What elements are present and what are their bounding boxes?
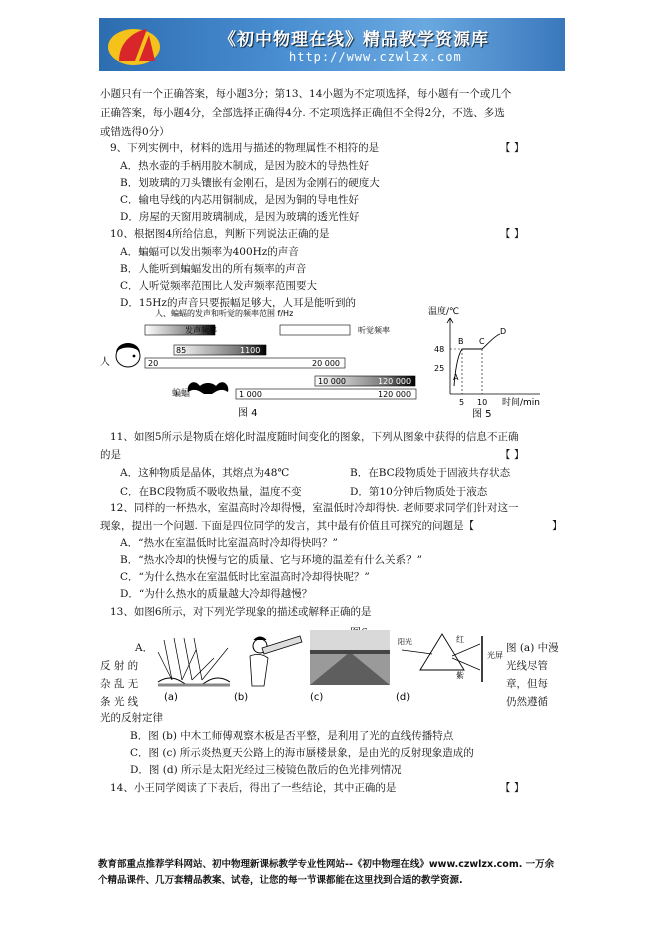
intro-line-1: 小题只有一个正确答案，每小题3分；第13、14小题为不定项选择，每小题有一个或几个 bbox=[100, 88, 512, 100]
q11-option-a: A．这种物质是晶体，其熔点为48℃ bbox=[120, 467, 290, 479]
q9-stem: 9、下列实例中，材料的选用与描述的物理属性不相符的是 bbox=[110, 142, 380, 154]
fig5-point-a: A bbox=[453, 373, 459, 382]
q10-option-a: A．蝙蝠可以发出频率为400Hz的声音 bbox=[120, 246, 299, 258]
q10-option-c: C．人听觉频率范围比人发声频率范围要大 bbox=[120, 280, 318, 292]
q13-left-text-1: A． bbox=[135, 642, 154, 654]
q12-answer-bracket-end: 】 bbox=[552, 520, 563, 532]
q11-option-c: C．在BC段物质不吸收热量，温度不变 bbox=[120, 486, 302, 498]
q9-option-d: D．房屋的天窗用玻璃制成，是因为玻璃的透光性好 bbox=[120, 211, 360, 223]
site-logo-icon bbox=[105, 21, 163, 68]
fig5-point-d: D bbox=[500, 327, 507, 336]
q9-option-b: B．划玻璃的刀头镶嵌有金刚石，是因为金刚石的硬度大 bbox=[120, 177, 380, 189]
bat-icon bbox=[188, 382, 229, 394]
human-emit-hi: 1100 bbox=[240, 346, 261, 355]
fig6-label-sunlight: 阳光 bbox=[398, 638, 412, 646]
footer-line-1: 教育部重点推荐学科网站、初中物理新课标教学专业性网站--《初中物理在线》www.czwlzx.com. 一万余 bbox=[98, 859, 555, 870]
fig5-point-c: C bbox=[479, 337, 485, 346]
fig4-human-label: 人 bbox=[100, 357, 110, 368]
fig6-label-a: (a) bbox=[164, 692, 178, 703]
fig5-point-b: B bbox=[458, 337, 464, 346]
footer-line-2: 个精品课件、几万套精品教案、试卷，让您的每一节课都能在这里找到合适的教学资源. bbox=[98, 875, 463, 886]
q14-answer-bracket: 【 】 bbox=[500, 782, 525, 794]
q10-option-d: D．15Hz的声音只要振幅足够大，人耳是能听到的 bbox=[120, 297, 356, 309]
person-icon bbox=[116, 343, 140, 367]
fig5-ytick-25: 25 bbox=[434, 364, 445, 373]
bat-hear-hi: 120 000 bbox=[378, 390, 412, 399]
human-hear-hi: 20 000 bbox=[312, 359, 340, 368]
fig6b-carpenter bbox=[250, 636, 302, 686]
q13-left-text-4: 条 光 线 bbox=[100, 696, 139, 708]
fig4-legend-hear: 听觉频率 bbox=[358, 326, 390, 335]
q12-stem-line-1: 12、同样的一杯热水，室温高时冷却得慢，室温低时冷却得快. 老师要求同学们针对这一 bbox=[110, 502, 519, 514]
figure-4 bbox=[100, 308, 420, 420]
bat-emit-lo: 10 000 bbox=[318, 377, 346, 386]
fig5-xlabel: 时间/min bbox=[502, 398, 541, 408]
human-hear-lo: 20 bbox=[148, 359, 159, 368]
fig5-xtick-5: 5 bbox=[459, 398, 465, 407]
figure-6 bbox=[150, 630, 505, 710]
q11-answer-bracket: 【 】 bbox=[500, 449, 525, 461]
q13-wrap-line: 光的反射定律 bbox=[100, 712, 163, 724]
q12-option-b: B．“热水冷却的快慢与它的质量、它与环境的温差有什么关系？” bbox=[120, 554, 422, 566]
fig4-legend-hear-swatch bbox=[280, 325, 350, 335]
q12-option-d: D．“为什么热水的质量越大冷却得越慢？ bbox=[120, 588, 313, 600]
q13-right-text-2: 光线尽管 bbox=[506, 660, 548, 672]
fig4-heading: 人、蝙蝠的发声和听觉的频率范围 f/Hz bbox=[155, 309, 294, 318]
q12-stem-line-2: 现象，提出一个问题. 下面是四位同学的发言，其中最有价值且可探究的问题是【 bbox=[100, 520, 475, 532]
q13-right-text-3: 章，但每 bbox=[506, 678, 548, 690]
bat-hear-lo: 1 000 bbox=[239, 390, 262, 399]
fig6-label-c: (c) bbox=[310, 692, 324, 703]
q13-option-c: C．图 (c) 所示炎热夏天公路上的海市蜃楼景象，是由光的反射现象造成的 bbox=[130, 747, 474, 759]
intro-line-3: 或错选得0分） bbox=[100, 126, 170, 138]
fig6c-mirage-photo bbox=[310, 630, 390, 685]
fig6-label-red: 红 bbox=[456, 635, 464, 644]
q10-option-b: B．人能听到蝙蝠发出的所有频率的声音 bbox=[120, 263, 307, 275]
q9-option-a: A．热水壶的手柄用胶木制成，是因为胶木的导热性好 bbox=[120, 160, 370, 172]
human-emit-lo: 85 bbox=[176, 346, 187, 355]
fig6-label-d: (d) bbox=[396, 692, 411, 703]
q13-stem: 13、如图6所示，对下列光学现象的描述或解释正确的是 bbox=[110, 606, 372, 618]
fig6-label-violet: 紫 bbox=[456, 671, 464, 680]
q11-stem-line-1: 11、如图5所示是物质在熔化时温度随时间变化的图象，下列从图象中获得的信息不正确 bbox=[110, 431, 519, 443]
q13-left-text-2: 反 射 的 bbox=[100, 660, 139, 672]
q13-right-text-4: 仍然遵循 bbox=[506, 696, 548, 708]
q13-right-text-1: 图 (a) 中漫 bbox=[506, 642, 559, 654]
q9-option-c: C．输电导线的内芯用铜制成，是因为铜的导电性好 bbox=[120, 194, 360, 206]
bat-emit-hi: 120 000 bbox=[378, 377, 412, 386]
q12-option-a: A．“热水在室温低时比室温高时冷却得快吗？” bbox=[120, 537, 338, 549]
fig6-label-b: (b) bbox=[234, 692, 249, 703]
fig5-ylabel: 温度/℃ bbox=[428, 307, 460, 317]
q11-stem-line-2: 的是 bbox=[100, 449, 121, 461]
fig5-caption: 图 5 bbox=[472, 409, 492, 420]
fig4-caption: 图 4 bbox=[238, 408, 258, 419]
figure-5 bbox=[420, 300, 560, 420]
fig6a-diffuse-reflection bbox=[158, 638, 230, 686]
fig6-label-screen: 光屏 bbox=[487, 651, 503, 660]
fig5-xtick-10: 10 bbox=[477, 398, 488, 407]
fig4-legend-emit: 发声频率 bbox=[185, 326, 217, 335]
q13-option-b: B．图 (b) 中木工师傅观察木板是否平整，是利用了光的直线传播特点 bbox=[130, 730, 454, 742]
q10-stem: 10、根据图4所给信息，判断下列说法正确的是 bbox=[110, 228, 330, 240]
q11-option-b: B．在BC段物质处于固液共存状态 bbox=[350, 467, 511, 479]
header-url[interactable]: http://www.czwlzx.com bbox=[289, 50, 462, 64]
fig5-ytick-48: 48 bbox=[434, 345, 445, 354]
q9-answer-bracket: 【 】 bbox=[500, 142, 525, 154]
header-title: 《初中物理在线》精品教学资源库 bbox=[219, 30, 489, 50]
fig6d-prism bbox=[402, 634, 482, 682]
q11-option-d: D．第10分钟后物质处于液态 bbox=[350, 486, 488, 498]
q13-left-text-3: 杂 乱 无 bbox=[100, 678, 139, 690]
header-banner bbox=[99, 18, 565, 71]
q14-stem: 14、小王同学阅读了下表后，得出了一些结论，其中正确的是 bbox=[110, 782, 397, 794]
fig4-bat-label: 蝙蝠 bbox=[172, 389, 191, 399]
q13-option-d: D．图 (d) 所示是太阳光经过三棱镜色散后的色光排列情况 bbox=[130, 764, 402, 776]
intro-line-2: 正确答案，每小题4分，全部选择正确得4分. 不定项选择正确但不全得2分，不选、多选 bbox=[100, 107, 505, 119]
q12-option-c: C．“为什么热水在室温低时比室温高时冷却得快呢？” bbox=[120, 571, 370, 583]
q10-answer-bracket: 【 】 bbox=[500, 228, 525, 240]
